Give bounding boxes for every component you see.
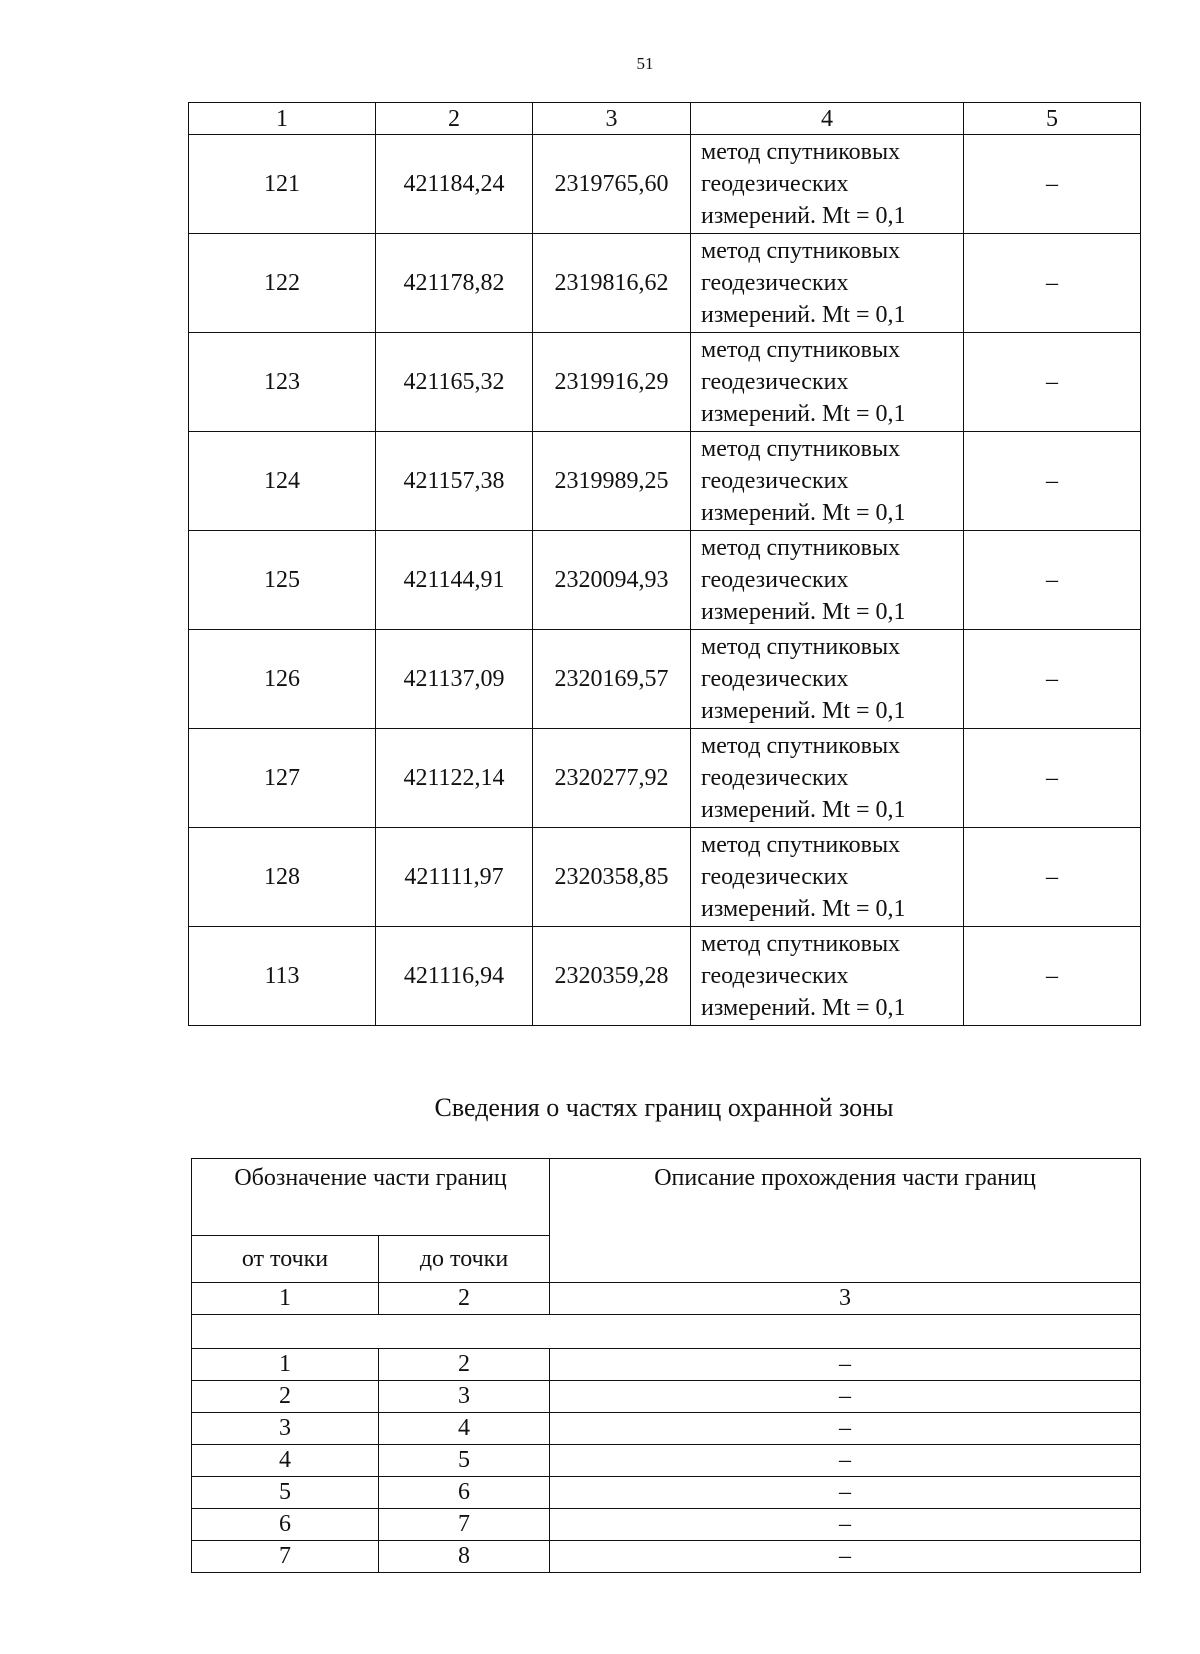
- y-coordinate: 2320094,93: [533, 531, 691, 630]
- method-line: измерений. Mt = 0,1: [701, 896, 906, 922]
- column-header: 5: [964, 103, 1141, 135]
- method-line: метод спутниковых: [701, 337, 901, 363]
- table-row: [192, 1541, 1141, 1573]
- y-coordinate: 2319816,62: [533, 234, 691, 333]
- method-line: измерений. Mt = 0,1: [701, 599, 906, 625]
- method-line: измерений. Mt = 0,1: [701, 302, 906, 328]
- table-row: [192, 1445, 1141, 1477]
- boundary-parts-table: [191, 1158, 1141, 1573]
- y-coordinate: 2319989,25: [533, 432, 691, 531]
- to-point: 6: [379, 1477, 550, 1509]
- method-line: геодезических: [701, 765, 849, 791]
- to-point-header: до точки: [379, 1236, 550, 1283]
- x-coordinate: 421116,94: [376, 927, 533, 1026]
- table-row: [192, 1413, 1141, 1445]
- description: –: [550, 1413, 1141, 1445]
- table-row: [189, 333, 1141, 432]
- method-line: метод спутниковых: [701, 139, 901, 165]
- point-number: 123: [189, 333, 376, 432]
- note-cell: –: [964, 927, 1141, 1026]
- to-point: 7: [379, 1509, 550, 1541]
- page-number: 51: [636, 54, 654, 73]
- table-row: [189, 531, 1141, 630]
- note-cell: –: [964, 432, 1141, 531]
- x-coordinate: 421165,32: [376, 333, 533, 432]
- empty-row: [192, 1315, 1141, 1349]
- column-numbers-row: [192, 1283, 1141, 1315]
- column-header: 3: [533, 103, 691, 135]
- description: –: [550, 1541, 1141, 1573]
- description: –: [550, 1381, 1141, 1413]
- column-number: 1: [192, 1283, 379, 1315]
- point-number: 128: [189, 828, 376, 927]
- x-coordinate: 421184,24: [376, 135, 533, 234]
- y-coordinate: 2320169,57: [533, 630, 691, 729]
- from-point: 4: [192, 1445, 379, 1477]
- y-coordinate: 2320277,92: [533, 729, 691, 828]
- table-row: [192, 1477, 1141, 1509]
- table-row: [189, 630, 1141, 729]
- method-line: измерений. Mt = 0,1: [701, 203, 906, 229]
- method-line: геодезических: [701, 468, 849, 494]
- x-coordinate: 421137,09: [376, 630, 533, 729]
- point-number: 122: [189, 234, 376, 333]
- point-number: 125: [189, 531, 376, 630]
- description: –: [550, 1509, 1141, 1541]
- method-line: геодезических: [701, 864, 849, 890]
- to-point: 8: [379, 1541, 550, 1573]
- table-row: [189, 432, 1141, 531]
- point-number: 121: [189, 135, 376, 234]
- method-cell: [691, 234, 964, 333]
- method-cell: [691, 927, 964, 1026]
- table-row: [189, 135, 1141, 234]
- note-cell: –: [964, 729, 1141, 828]
- y-coordinate: 2319765,60: [533, 135, 691, 234]
- x-coordinate: 421111,97: [376, 828, 533, 927]
- method-line: измерений. Mt = 0,1: [701, 797, 906, 823]
- method-line: измерений. Mt = 0,1: [701, 401, 906, 427]
- description: –: [550, 1477, 1141, 1509]
- note-cell: –: [964, 234, 1141, 333]
- to-point: 2: [379, 1349, 550, 1381]
- x-coordinate: 421157,38: [376, 432, 533, 531]
- method-cell: [691, 135, 964, 234]
- point-number: 113: [189, 927, 376, 1026]
- from-point: 3: [192, 1413, 379, 1445]
- description: –: [550, 1445, 1141, 1477]
- point-number: 127: [189, 729, 376, 828]
- y-coordinate: 2319916,29: [533, 333, 691, 432]
- point-number: 124: [189, 432, 376, 531]
- method-line: геодезических: [701, 270, 849, 296]
- method-line: геодезических: [701, 666, 849, 692]
- designation-header: Обозначение части границ: [192, 1159, 550, 1236]
- method-line: измерений. Mt = 0,1: [701, 995, 906, 1021]
- method-line: геодезических: [701, 567, 849, 593]
- method-cell: [691, 630, 964, 729]
- method-cell: [691, 531, 964, 630]
- table-row: [192, 1509, 1141, 1541]
- column-header: 1: [189, 103, 376, 135]
- table-row: [192, 1349, 1141, 1381]
- from-point: 1: [192, 1349, 379, 1381]
- to-point: 3: [379, 1381, 550, 1413]
- method-cell: [691, 729, 964, 828]
- method-line: метод спутниковых: [701, 832, 901, 858]
- y-coordinate: 2320358,85: [533, 828, 691, 927]
- table-row: [189, 234, 1141, 333]
- method-cell: [691, 333, 964, 432]
- from-point: 5: [192, 1477, 379, 1509]
- note-cell: –: [964, 333, 1141, 432]
- section-title: Сведения о частях границ охранной зоны: [434, 1093, 894, 1122]
- note-cell: –: [964, 135, 1141, 234]
- point-number: 126: [189, 630, 376, 729]
- table-row: [189, 828, 1141, 927]
- to-point: 5: [379, 1445, 550, 1477]
- method-line: измерений. Mt = 0,1: [701, 698, 906, 724]
- method-line: геодезических: [701, 171, 849, 197]
- from-point: 7: [192, 1541, 379, 1573]
- table-row: [192, 1381, 1141, 1413]
- method-line: геодезических: [701, 369, 849, 395]
- description: –: [550, 1349, 1141, 1381]
- note-cell: –: [964, 828, 1141, 927]
- method-line: измерений. Mt = 0,1: [701, 500, 906, 526]
- coordinates-table: [188, 102, 1141, 1026]
- method-line: метод спутниковых: [701, 436, 901, 462]
- to-point: 4: [379, 1413, 550, 1445]
- empty-cell: [192, 1315, 1141, 1349]
- x-coordinate: 421144,91: [376, 531, 533, 630]
- method-line: метод спутниковых: [701, 634, 901, 660]
- method-line: геодезических: [701, 963, 849, 989]
- table-row: [189, 927, 1141, 1026]
- note-cell: –: [964, 630, 1141, 729]
- column-header: 4: [691, 103, 964, 135]
- x-coordinate: 421178,82: [376, 234, 533, 333]
- from-point: 6: [192, 1509, 379, 1541]
- description-header: Описание прохождения части границ: [550, 1159, 1141, 1283]
- method-line: метод спутниковых: [701, 931, 901, 957]
- method-line: метод спутниковых: [701, 733, 901, 759]
- method-cell: [691, 828, 964, 927]
- x-coordinate: 421122,14: [376, 729, 533, 828]
- column-number: 2: [379, 1283, 550, 1315]
- from-point: 2: [192, 1381, 379, 1413]
- method-line: метод спутниковых: [701, 238, 901, 264]
- from-point-header: от точки: [192, 1236, 379, 1283]
- column-number: 3: [550, 1283, 1141, 1315]
- table-row: [189, 729, 1141, 828]
- column-header: 2: [376, 103, 533, 135]
- y-coordinate: 2320359,28: [533, 927, 691, 1026]
- coordinates-header-row: [189, 103, 1141, 135]
- method-cell: [691, 432, 964, 531]
- boundary-header-row: [192, 1159, 1141, 1236]
- note-cell: –: [964, 531, 1141, 630]
- method-line: метод спутниковых: [701, 535, 901, 561]
